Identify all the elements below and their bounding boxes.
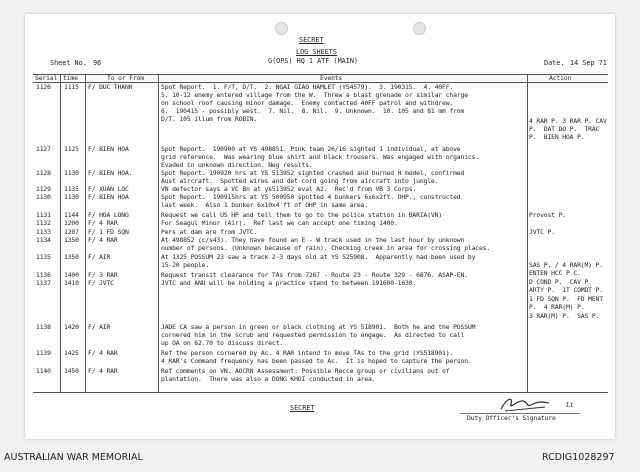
row-event-line: JADE CA saw a person in green or black clothing at YS 518901. Both he and the POSSUM <box>161 323 476 331</box>
row-time: 1425 <box>64 349 79 357</box>
row-event-line: grid reference. Was wearing blue shirt and black trousers. Was engaged with organics. <box>161 153 479 161</box>
row-time: 1410 <box>64 279 79 287</box>
row-to-from: F/ HOA LONG <box>88 211 129 219</box>
col-divider-3 <box>158 74 159 392</box>
row-serial: 1131 <box>36 211 51 219</box>
action-entry: 1 FD SQN P. FD MENT <box>529 295 603 303</box>
row-to-from: F/ BIEN HOA <box>88 145 129 153</box>
row-event-line: Request transit clearance for TAs from 7267 - Route 23 - Route 329 - 6876. ASAP-EN. <box>161 271 468 279</box>
date-value: 14 Sep 71 <box>570 59 607 67</box>
row-time: 1125 <box>64 145 79 153</box>
archive-reference: RCDIG1028297 <box>542 452 615 463</box>
row-serial: 1136 <box>36 271 51 279</box>
col-header-time: time <box>63 74 78 82</box>
row-time: 1420 <box>64 323 79 331</box>
row-event-line: up OA on 62.70 to discuss direct. <box>161 339 284 347</box>
col-header-serial: Serial <box>35 74 58 82</box>
row-event-line: 4 RAR's Command frequency has been passed to Ac. It is hoped to capture the person. <box>161 357 472 365</box>
row-serial: 1140 <box>36 367 51 375</box>
row-event-line: plantation. There was also a DONG KHOI conducted in area. <box>161 375 376 383</box>
classification-bottom: SECRET <box>290 404 315 412</box>
row-event-line: 15-20 people. <box>161 261 210 269</box>
col-divider-1 <box>60 74 61 392</box>
action-entry: P. DAT DO P. TRAC <box>529 125 600 133</box>
row-to-from: F/ 1 FD SQN <box>88 228 129 236</box>
row-to-from: F/ 4 RAR <box>88 219 118 227</box>
signature-label: Duty Officer's Signature <box>467 414 556 422</box>
action-entry: P. 4 RAR(M) P. <box>529 303 585 311</box>
row-event-line: Ref the person cornered by Ac. 4 RAR intend to move TAs to the grid (YS518901). <box>161 349 454 357</box>
row-time: 1135 <box>64 185 79 193</box>
row-to-from: F/ BIEN HOA. <box>88 169 133 177</box>
col-header-to-from: To or From <box>107 74 144 82</box>
row-to-from: F/ 4 RAR <box>88 349 118 357</box>
row-serial: 1127 <box>36 145 51 153</box>
row-to-from: F/ AIR <box>88 323 111 331</box>
row-to-from: F/ JVTC <box>88 279 114 287</box>
row-serial: 1138 <box>36 323 51 331</box>
classification-top: SECRET <box>299 36 324 44</box>
punch-hole-right <box>413 22 426 35</box>
action-entry: ARTY P. 1T COMDT P. <box>529 286 603 294</box>
action-entry: Provost P. <box>529 211 566 219</box>
row-serial: 1129 <box>36 185 51 193</box>
sheet-no-label: Sheet No. <box>50 59 87 67</box>
row-event-line: D/T. 105 illum from ROBIN. <box>161 115 258 123</box>
row-to-from: F/ 4 RAR <box>88 367 118 375</box>
row-serial: 1133 <box>36 228 51 236</box>
action-entry: P. BIEN HOA P. <box>529 133 585 141</box>
row-to-from: F/ BIEN HOA <box>88 193 129 201</box>
row-serial: 1128 <box>36 169 51 177</box>
row-serial: 1137 <box>36 279 51 287</box>
col-divider-4 <box>527 74 528 392</box>
row-event-line: Spot Report. 190915hrs at YS 500950 spotted 4 bunkers 6x6x2ft. OHP., constructed <box>161 193 461 201</box>
row-time: 1130 <box>64 169 79 177</box>
row-to-from: F/ 4 RAR <box>88 236 118 244</box>
sheet-no-value: 96 <box>93 59 102 67</box>
row-event-line: VN defector says a VC Bn at ys513952 eval A2. Rec'd from VB 3 Corps. <box>161 185 417 193</box>
row-time: 1144 <box>64 211 79 219</box>
row-event-line: number of persons. (Unknown because of rain). Checking creek in area for crossing places. <box>161 244 491 252</box>
row-to-from: F/ DUC THANH <box>88 83 133 91</box>
sheet-subtitle: G(OPS) HQ 1 ATF (MAIN) <box>268 57 359 65</box>
row-serial: 1130 <box>36 193 51 201</box>
row-time: 1350 <box>64 236 79 244</box>
signature-rank: Lt <box>566 401 574 409</box>
row-time: 1130 <box>64 193 79 201</box>
row-time: 1200 <box>64 219 79 227</box>
row-to-from: F/ XUAN LOC <box>88 185 129 193</box>
row-event-line: 5. 10-12 enemy entered village from the W. Threw a blast grenade or similar charge <box>161 91 468 99</box>
row-event-line: Evaded in unknown direction. Neg results. <box>161 161 313 169</box>
row-event-line: 6. 190415 - possibly west. 7. Nil. 8. Nil. 9. Unknown. 10. 105 and 81 mm from <box>161 107 465 115</box>
action-entry: JVTC P. <box>529 228 555 236</box>
row-serial: 1135 <box>36 253 51 261</box>
row-event-line: Request we call US HP and tell them to go to the police station in BARIA(VN) <box>161 211 443 219</box>
row-event-line: Ref comments on VN. AOCRN Assessment: Possible Recce group or civilians out of <box>161 367 450 375</box>
action-entry: ENTEN HCC P C. <box>529 269 581 277</box>
row-event-line: Aust aircraft. Spotted wires and det cord going from aircraft into jungle. <box>161 177 439 185</box>
row-time: 1115 <box>64 83 79 91</box>
row-serial: 1126 <box>36 83 51 91</box>
row-event-line: JVTC and ANU will be holding a practice stand to between 191600-1630. <box>161 279 417 287</box>
date-label: Date. <box>544 59 565 67</box>
row-serial: 1139 <box>36 349 51 357</box>
col-header-events: Events <box>320 74 343 82</box>
row-event-line: At 498852 (c/s43). They have found an E - W track used in the last hour by unknown <box>161 236 465 244</box>
row-event-line: At 1325 POSSUM 23 saw a track 2-3 days old at YS 525908. Apparently had been used by <box>161 253 476 261</box>
row-event-line: For Seagul Minor (Air). Ref last we can accept one timing 1400. <box>161 219 398 227</box>
row-time: 1207 <box>64 228 79 236</box>
action-entry: 4 RAR P. 3 RAR P. CAV <box>529 117 607 125</box>
row-time: 1450 <box>64 367 79 375</box>
row-event-line: Spot Report. 1. F/T, D/T. 2. NGAI GIAO HAMLET (YS4579). 3. 190315. 4. 40FF. <box>161 83 454 91</box>
row-event-line: Spot Report. 190920 hrs at YS 513952 sighted crashed and burned H model, confirmed <box>161 169 465 177</box>
archive-credit: AUSTRALIAN WAR MEMORIAL <box>4 452 143 463</box>
row-serial: 1134 <box>36 236 51 244</box>
punch-hole-left <box>275 22 288 35</box>
row-to-from: F/ 3 RAR <box>88 271 118 279</box>
action-entry: D COND P. CAV P. <box>529 278 592 286</box>
row-event-line: Pers at dam are from JVTC. <box>161 228 258 236</box>
duty-officer-signature <box>497 392 562 414</box>
row-event-line: last week. Also 1 bunker 6x10x4 ft of OHP in same area. <box>161 201 369 209</box>
col-divider-2 <box>85 74 86 392</box>
action-entry: 3 RAR(M) P. SAS P. <box>529 312 600 320</box>
row-event-line: on school roof causing minor damage. Enemy contacted 40FF patrol and withdrew. <box>161 99 454 107</box>
row-time: 1350 <box>64 253 79 261</box>
row-time: 1400 <box>64 271 79 279</box>
row-serial: 1132 <box>36 219 51 227</box>
col-header-action: Action <box>549 74 572 82</box>
sheet-title: LOG SHEETS <box>296 48 337 56</box>
row-event-line: Spot Report. 190900 at YS 498851. Pink team 26/16 sighted 1 individual, at above <box>161 145 461 153</box>
action-entry: SAS P. / 4 RAR(M) P. <box>529 261 603 269</box>
row-event-line: cornered him in the scrub and requested permission to engage. As directed to call <box>161 331 465 339</box>
row-to-from: F/ AIR <box>88 253 111 261</box>
